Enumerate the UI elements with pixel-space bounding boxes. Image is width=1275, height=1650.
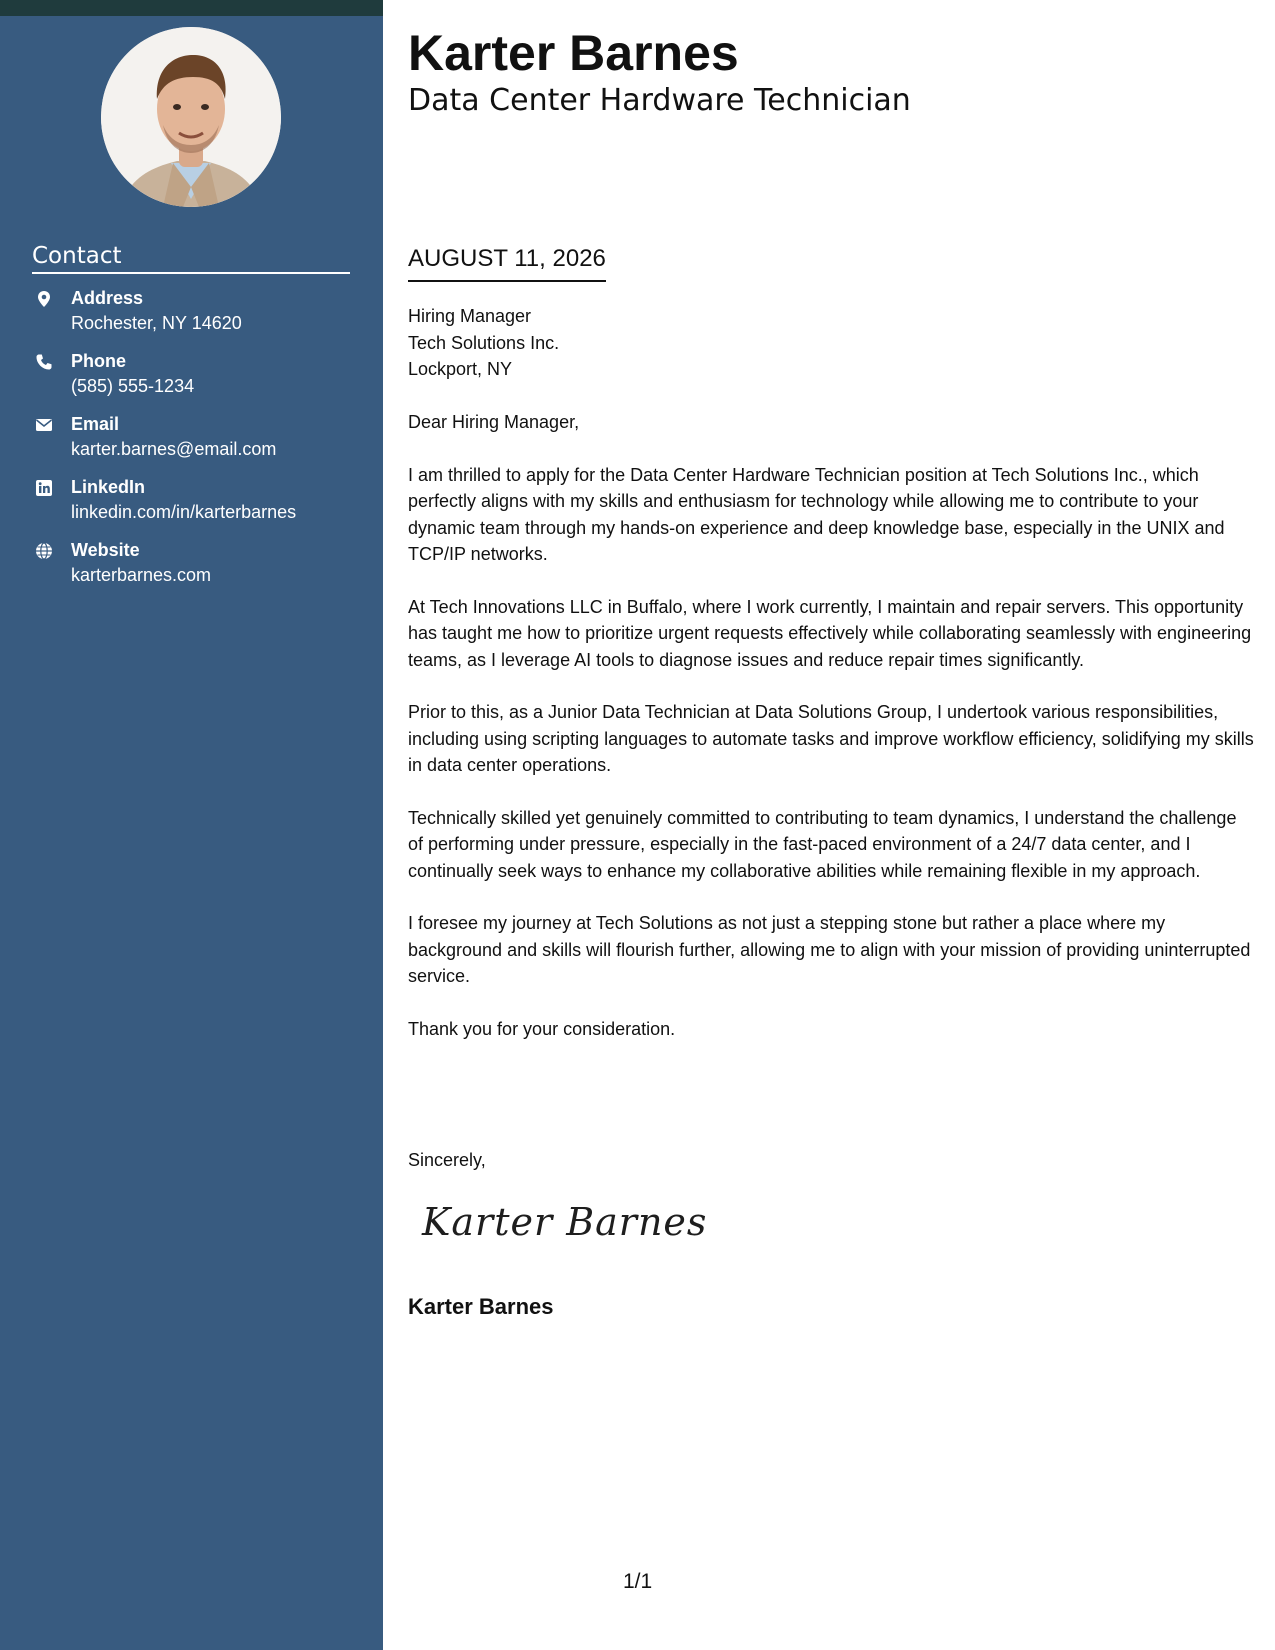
avatar-photo — [101, 27, 281, 207]
salutation: Dear Hiring Manager, — [408, 412, 580, 432]
job-title: Data Center Hardware Technician — [408, 83, 911, 118]
avatar — [101, 27, 281, 207]
signature: Karter Barnes — [422, 1200, 708, 1244]
recipient-line: Lockport, NY — [408, 359, 513, 379]
applicant-name: Karter Barnes — [408, 25, 739, 81]
contact-label: LinkedIn — [71, 477, 146, 497]
letter-paragraph: I am thrilled to apply for the Data Center Hardware Technician position at Tech Solutions Inc., which perfectly aligns with my skills and enthusiasm for technology while allowing me to contribute to your dynamic team through my hands-on experience and deep knowledge base, especially in the UNIX and TCP/IP networks. — [408, 464, 1225, 564]
closing: Sincerely, — [408, 1150, 486, 1170]
contact-email — [32, 411, 362, 474]
sidebar — [0, 16, 383, 1650]
letter-paragraph: Thank you for your consideration. — [408, 1018, 676, 1039]
contact-website — [32, 537, 362, 600]
contact-list — [32, 285, 362, 600]
contact-phone — [32, 348, 362, 411]
contact-value: Rochester, NY 14620 — [71, 313, 242, 333]
contact-heading: Contact — [32, 242, 350, 274]
top-accent-bar — [0, 0, 383, 16]
letter-paragraph: Technically skilled yet genuinely committed to contributing to team dynamics, I understand the challenge of performing under pressure, especially in the fast-paced environment of a 24/7 data center, and I continually seek ways to enhance my collaborative abilities while remaining flexible in my approach. — [408, 807, 1237, 881]
contact-value[interactable]: linkedin.com/in/karterbarnes — [71, 502, 297, 522]
letter-paragraph: I foresee my journey at Tech Solutions as not just a stepping stone but rather a place where my background and skills will flourish further, allowing me to align with your mission of providing uninterrupted service. — [408, 913, 1251, 986]
linkedin-icon — [35, 479, 53, 497]
contact-value[interactable]: karterbarnes.com — [71, 565, 212, 585]
letter-date: AUGUST 11, 2026 — [408, 244, 606, 282]
recipient-line: Tech Solutions Inc. — [408, 332, 560, 353]
contact-label: Address — [71, 288, 144, 308]
contact-address — [32, 285, 362, 348]
recipient-line: Hiring Manager — [408, 306, 532, 326]
letter-body — [408, 409, 1254, 1068]
contact-label: Phone — [71, 351, 127, 371]
letter-paragraph: Prior to this, as a Junior Data Technician at Data Solutions Group, I undertook various responsibilities, including using scripting languages to automate tasks and improve workflow efficiency, solidifying my skills in data center operations. — [408, 702, 1254, 775]
contact-value: (585) 555-1234 — [71, 376, 195, 396]
contact-value[interactable]: karter.barnes@email.com — [71, 439, 277, 459]
phone-icon — [35, 353, 53, 371]
contact-label: Email — [71, 414, 120, 434]
globe-icon — [35, 542, 53, 560]
envelope-icon — [35, 416, 53, 434]
page-number: 1/1 — [623, 1570, 653, 1593]
recipient-block — [408, 303, 559, 383]
contact-label: Website — [71, 540, 140, 560]
letter-paragraph: At Tech Innovations LLC in Buffalo, where I work currently, I maintain and repair servers. This opportunity has taught me how to prioritize urgent requests effectively while collaborating seamlessly with engineering teams, as I leverage AI tools to diagnose issues and reduce repair times significantly. — [408, 596, 1252, 670]
map-pin-icon — [35, 290, 53, 308]
signer-name: Karter Barnes — [408, 1294, 554, 1319]
contact-linkedin — [32, 474, 362, 537]
